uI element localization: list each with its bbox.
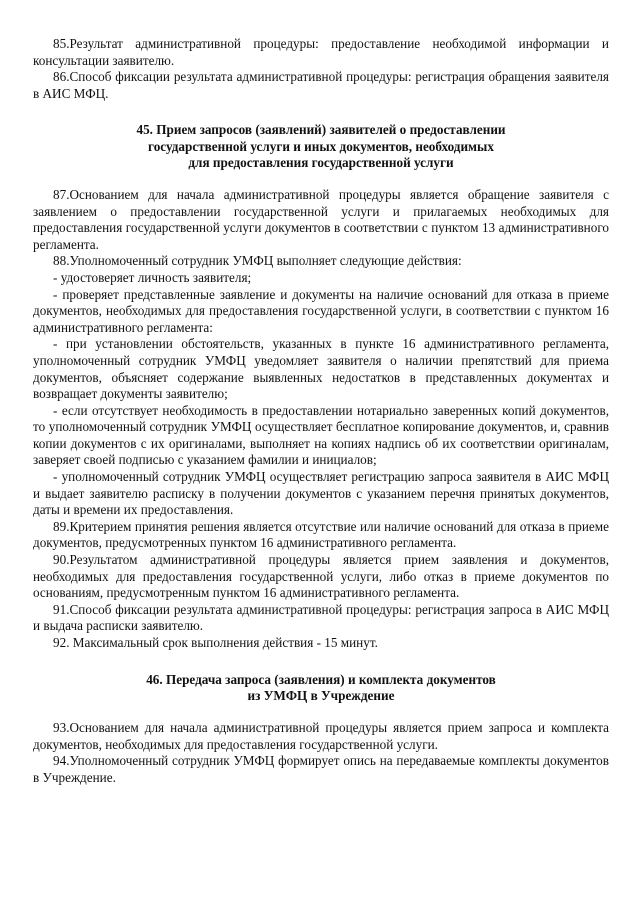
paragraph-92: 92. Максимальный срок выполнения действия - 15 минут. bbox=[53, 635, 378, 651]
action-item-5: - уполномоченный сотрудник УМФЦ осуществляет регистрацию запроса заявителя в АИС МФЦ и выдает заявителю расписку в получении документов с указанием перечня принятых документов, даты и времени их предоставления. bbox=[33, 469, 609, 518]
paragraph-94: 94.Уполномоченный сотрудник УМФЦ формирует опись на передаваемые комплекты документов в Учреждение. bbox=[33, 753, 609, 785]
action-item-4: - если отсутствует необходимость в предоставлении нотариально заверенных копий документов, то уполномоченный сотрудник УМФЦ осуществляет бесплатное копирование документов, и, сравнив копии документов с их оригиналами, выполняет на копиях надпись об их соответствии оригиналам, заверяет своей подписью с указанием фамилии и инициалов; bbox=[33, 402, 609, 468]
paragraph-89: 89.Критерием принятия решения является отсутствие или наличие оснований для отказа в приеме документов, предусмотренных пунктом 16 административного регламента. bbox=[33, 518, 609, 551]
paragraph-91: 91.Способ фиксации результата административной процедуры: регистрация запроса в АИС МФЦ и выдача расписки заявителю. bbox=[33, 601, 609, 634]
section-46-heading bbox=[33, 672, 609, 704]
action-item-1: - удостоверяет личность заявителя; bbox=[53, 269, 252, 285]
paragraph-88: 88.Уполномоченный сотрудник УМФЦ выполняет следующие действия: bbox=[53, 253, 462, 269]
document-page bbox=[33, 36, 609, 786]
section-45-heading-line-3: для предоставления государственной услуги bbox=[188, 154, 454, 170]
paragraph-87: 87.Основанием для начала административной процедуры является обращение заявителя с заявлением о предоставлении государственной услуги и прилагаемых необходимых для предоставления государственной услуги документов в соответствии с пунктом 13 административного регламента. bbox=[33, 186, 609, 252]
action-item-2: - проверяет представленные заявление и документы на наличие оснований для отказа в приеме документов, необходимых для предоставления государственной услуги, в соответствии с пунктом 16 административного регламента: bbox=[33, 286, 609, 335]
section-45-heading-line-1: 45. Прием запросов (заявлений) заявителей о предоставлении bbox=[136, 122, 506, 138]
section-45-heading bbox=[33, 122, 609, 171]
section-46-heading-line-2: из УМФЦ в Учреждение bbox=[247, 687, 395, 703]
action-item-3: - при установлении обстоятельств, указанных в пункте 16 административного регламента, уполномоченный сотрудник УМФЦ уведомляет заявителя о наличии препятствий для приема документов, объясняет содержание выявленных недостатков в представленных документах и возвращает документы заявителю; bbox=[33, 336, 609, 402]
section-45-heading-line-2: государственной услуги и иных документов, необходимых bbox=[148, 138, 494, 154]
paragraph-85: 85.Результат административной процедуры: предоставление необходимой информации и консультации заявителю. bbox=[33, 36, 609, 68]
section-46-heading-line-1: 46. Передача запроса (заявления) и комплекта документов bbox=[146, 671, 496, 687]
paragraph-93: 93.Основанием для начала административной процедуры является прием запроса и комплекта документов, необходимых для предоставления государственной услуги. bbox=[33, 720, 609, 752]
paragraph-90: 90.Результатом административной процедуры является прием заявления и документов, необходимых для предоставления государственной услуги, либо отказ в приеме документов по основаниям, предусмотренным пунктом 16 административного регламента. bbox=[33, 552, 609, 601]
paragraph-86: 86.Способ фиксации результата административной процедуры: регистрация обращения заявителя в АИС МФЦ. bbox=[33, 69, 609, 101]
